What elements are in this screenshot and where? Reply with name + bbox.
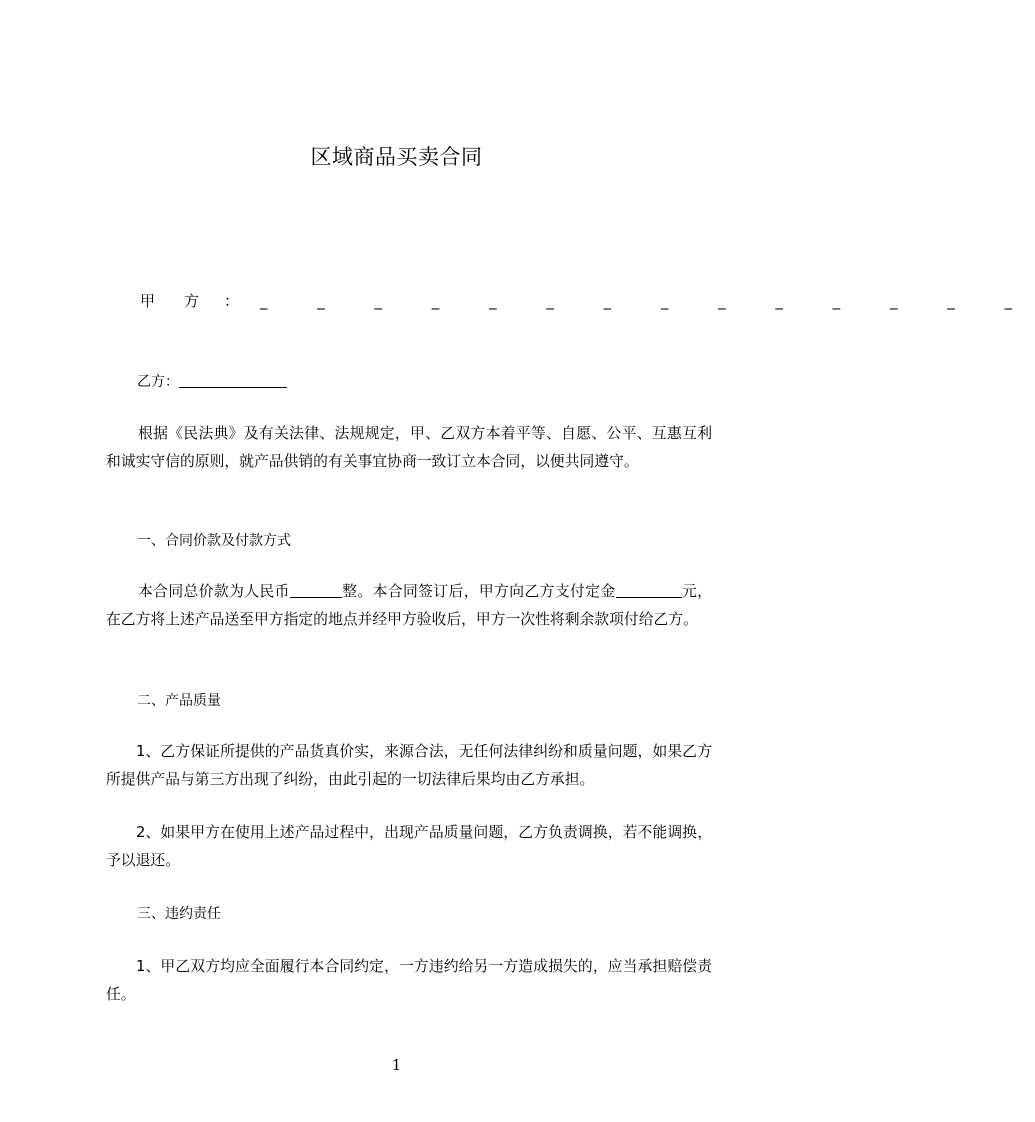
party-b-blank: [179, 371, 287, 388]
price-blank: [290, 582, 342, 598]
price-text-part2: 整。本合同签订后，甲方向乙方支付定金: [341, 583, 616, 600]
page-number: 1: [391, 1056, 402, 1074]
document-title: 区域商品买卖合同: [310, 145, 483, 169]
intro-paragraph: 根据《民法典》及有关法律、法规规定，甲、乙双方本着平等、自愿、公平、互惠互利和诚实守信的原则，就产品供销的有关事宜协商一致订立本合同，以便共同遵守。: [106, 425, 712, 470]
section-2-paragraph-2: 2、如果甲方在使用上述产品过程中，出现产品质量问题，乙方负责调换，若不能调换，予以退还。: [106, 824, 712, 869]
section-1-heading: 一、合同价款及付款方式: [137, 533, 291, 549]
price-text-part3: 元，在乙方将上述产品送至甲方指定的地点并经甲方验收后，甲方一次性将剩余款项付给乙方。: [106, 583, 712, 628]
section-3-paragraph-1: 1、甲乙双方均应全面履行本合同约定，一方违约给另一方造成损失的，应当承担赔偿责任。: [106, 958, 712, 1003]
section-2-paragraph-1: 1、乙方保证所提供的产品货真价实，来源合法，无任何法律纠纷和质量问题，如果乙方所提供产品与第三方出现了纠纷，由此引起的一切法律后果均由乙方承担。: [106, 743, 712, 788]
section-3-heading: 三、违约责任: [137, 906, 221, 922]
party-b-line: [137, 370, 287, 394]
party-a-line: [140, 289, 1035, 313]
party-b-label: 乙方：: [137, 374, 179, 390]
section-1-paragraph: [106, 578, 712, 634]
party-a-colon: ：: [224, 292, 240, 310]
deposit-blank: [616, 582, 682, 598]
price-text-part1: 本合同总价款为人民币: [138, 583, 290, 600]
section-2-heading: 二、产品质量: [137, 693, 221, 709]
party-a-label-part2: 方: [184, 292, 200, 310]
party-a-label-part1: 甲: [140, 292, 156, 310]
party-a-blank: _ _ _ _ _ _ _ _ _ _ _ _ _ _: [260, 292, 1035, 310]
